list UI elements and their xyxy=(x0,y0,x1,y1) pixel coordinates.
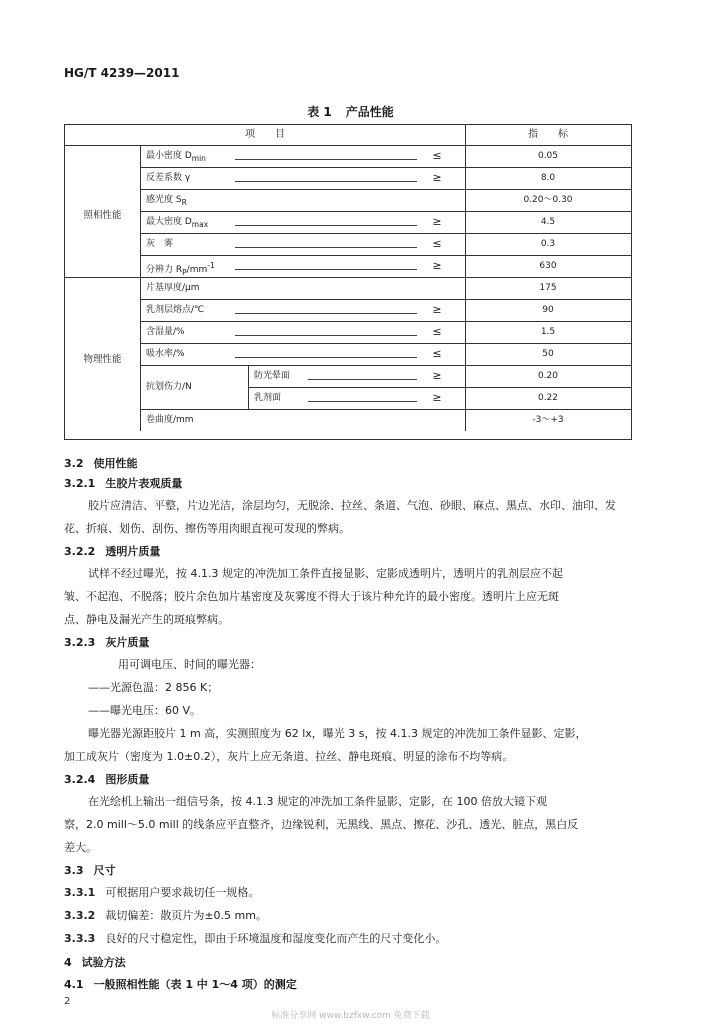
col-divider xyxy=(140,145,141,431)
table-header-value: 指 标 xyxy=(528,129,568,140)
leader-line xyxy=(235,159,417,160)
table-row-value: 630 xyxy=(539,261,557,271)
table-row-name: 吸水率/% xyxy=(146,349,185,359)
section-number: 4 xyxy=(64,956,72,969)
table-row-operator: ≤ xyxy=(432,347,442,360)
table-row-name: 灰 雾 xyxy=(146,239,174,249)
paragraph: 胶片应清洁、平整，片边光洁，涂层均匀，无脱涂、拉丝、条道、气泡、砂眼、麻点、黑点、水印、油印、发 xyxy=(88,499,616,512)
leader-line xyxy=(235,181,417,182)
table-row-operator: ≥ xyxy=(432,303,442,316)
section-number: 4.1 xyxy=(64,978,84,991)
table-row-operator: ≤ xyxy=(432,325,442,338)
section-4-1 xyxy=(64,976,297,992)
section-number: 3.2.3 xyxy=(64,636,96,649)
section-3-3 xyxy=(64,862,116,878)
paragraph: 花、折痕、划伤、刮伤、擦伤等用肉眼直视可发现的弊病。 xyxy=(64,522,350,535)
standard-code: HG/T 4239—2011 xyxy=(64,66,180,80)
table-row-value: 0.20～0.30 xyxy=(523,195,573,205)
section-title: 灰片质量 xyxy=(105,636,150,649)
table-title-number: 表 1 xyxy=(307,105,332,119)
section-title: 使用性能 xyxy=(93,457,138,470)
leader-line xyxy=(235,313,417,314)
leader-line xyxy=(308,401,417,402)
section-number: 3.2.2 xyxy=(64,545,96,558)
table-row-value: 8.0 xyxy=(540,173,556,183)
table-row-operator: ≥ xyxy=(432,171,442,184)
table-row-name: 含湿量/% xyxy=(146,327,185,337)
leader-line xyxy=(235,357,417,358)
paragraph: 加工成灰片（密度为 1.0±0.2），灰片上应无条道、拉丝、静电斑痕、明显的涂布不均等病。 xyxy=(64,750,514,763)
table-row-operator: ≤ xyxy=(432,149,442,162)
table-row-subname: 乳剂面 xyxy=(254,393,282,403)
section-title: 尺寸 xyxy=(93,864,116,877)
section-number: 3.2.4 xyxy=(64,773,96,786)
leader-line xyxy=(235,269,417,270)
table-row-value: -3～+3 xyxy=(532,415,564,425)
section-number: 3.3.3 xyxy=(64,932,96,945)
page-number: 2 xyxy=(64,996,71,1007)
table-row-value: 50 xyxy=(542,349,554,359)
paragraph: 点、静电及漏光产生的斑痕弊病。 xyxy=(64,613,229,626)
list-item: ——光源色温：2 856 K； xyxy=(88,681,219,694)
section-number: 3.3.2 xyxy=(64,909,96,922)
table-title xyxy=(0,103,701,120)
section-number: 3.2 xyxy=(64,457,84,470)
table-row-subname: 防光晕面 xyxy=(254,371,291,381)
table-row-name: 卷曲度/mm xyxy=(146,415,194,425)
paragraph: 差大。 xyxy=(64,841,97,854)
section-text: 可根据用户要求裁切任一规格。 xyxy=(105,886,260,899)
paragraph: 在光绘机上输出一组信号条，按 4.1.3 规定的冲洗加工条件显影、定影，在 100 倍放大镜下观 xyxy=(88,795,547,808)
leader-line xyxy=(235,247,417,248)
section-3-2 xyxy=(64,455,138,471)
section-4 xyxy=(64,954,126,970)
group-physical: 物理性能 xyxy=(83,354,122,365)
section-title: 透明片质量 xyxy=(105,545,161,558)
table-row-operator: ≥ xyxy=(432,391,442,404)
table-row-name: 最小密度 $D_{min}$ xyxy=(146,151,206,163)
table-row-value: 1.5 xyxy=(540,327,556,337)
section-text: 良好的尺寸稳定性，即由于环境温度和湿度变化而产生的尺寸变化小。 xyxy=(105,932,447,945)
table-row-name: 感光度 $S_R$ xyxy=(146,195,187,207)
list-item: ——曝光电压：60 V。 xyxy=(88,704,202,717)
section-number: 3.3 xyxy=(64,864,84,877)
table-row-name: 最大密度 $D_{max}$ xyxy=(146,217,209,229)
section-number: 3.3.1 xyxy=(64,886,96,899)
table-row-name: 片基厚度/μm xyxy=(146,283,200,293)
paragraph: 察，2.0 mill～5.0 mill 的线条应平直整齐，边缘锐利，无黑线、黑点、擦花、沙孔、透光、脏点，黑白反 xyxy=(64,818,579,831)
table-row-name: 抗划伤力/N xyxy=(146,382,192,392)
group-photo: 照相性能 xyxy=(83,210,122,221)
section-3-2-4 xyxy=(64,771,149,787)
paragraph: 皱、不起泡、不脱落；胶片余色加片基密度及灰雾度不得大于该片种允许的最小密度。透明片上应无斑 xyxy=(64,590,559,603)
table-header-item: 项 目 xyxy=(245,129,285,140)
spec-table xyxy=(64,124,632,440)
leader-line xyxy=(308,379,417,380)
leader-line xyxy=(235,335,417,336)
section-3-3-2 xyxy=(64,907,267,923)
table-row-value: 90 xyxy=(542,305,554,315)
table-row-value: 0.22 xyxy=(537,393,559,403)
table-row-value: 175 xyxy=(539,283,557,293)
section-title: 试验方法 xyxy=(81,956,126,969)
section-number: 3.2.1 xyxy=(64,477,96,490)
table-row-name: 分辨力 $R_P/mm^{-1}$ xyxy=(146,261,215,277)
watermark: 标准分享网 www.bzfxw.com 免费下载 xyxy=(271,1011,430,1021)
section-3-3-1 xyxy=(64,884,259,900)
table-row-operator: ≥ xyxy=(432,369,442,382)
table-row-operator: ≤ xyxy=(432,237,442,250)
section-3-3-3 xyxy=(64,930,446,946)
section-title: 生胶片表观质量 xyxy=(105,477,183,490)
table-row-value: 0.05 xyxy=(537,151,559,161)
section-title: 一般照相性能（表 1 中 1～4 项）的测定 xyxy=(93,978,297,991)
paragraph: 试样不经过曝光，按 4.1.3 规定的冲洗加工条件直接显影、定影成透明片，透明片的乳剂层应不起 xyxy=(88,567,563,580)
section-text: 裁切偏差：散页片为±0.5 mm。 xyxy=(105,909,267,922)
table-row-value: 0.3 xyxy=(540,239,556,249)
section-3-2-1 xyxy=(64,475,182,491)
table-row-name: 乳剂层熔点/℃ xyxy=(146,305,205,315)
table-row-operator: ≥ xyxy=(432,259,442,272)
table-row-value: 0.20 xyxy=(537,371,559,381)
table-row-operator: ≥ xyxy=(432,215,442,228)
paragraph: 曝光器光源距胶片 1 m 高，实测照度为 62 lx，曝光 3 s，按 4.1.3 规定的冲洗加工条件显影、定影， xyxy=(88,727,587,740)
table-title-text: 产品性能 xyxy=(345,105,394,119)
table-row-value: 4.5 xyxy=(540,217,556,227)
section-3-2-3 xyxy=(64,634,149,650)
paragraph: 用可调电压、时间的曝光器： xyxy=(118,658,261,671)
leader-line xyxy=(235,225,417,226)
section-title: 图形质量 xyxy=(105,773,150,786)
table-row-name: 反差系数 γ xyxy=(146,173,191,183)
section-3-2-2 xyxy=(64,543,160,559)
